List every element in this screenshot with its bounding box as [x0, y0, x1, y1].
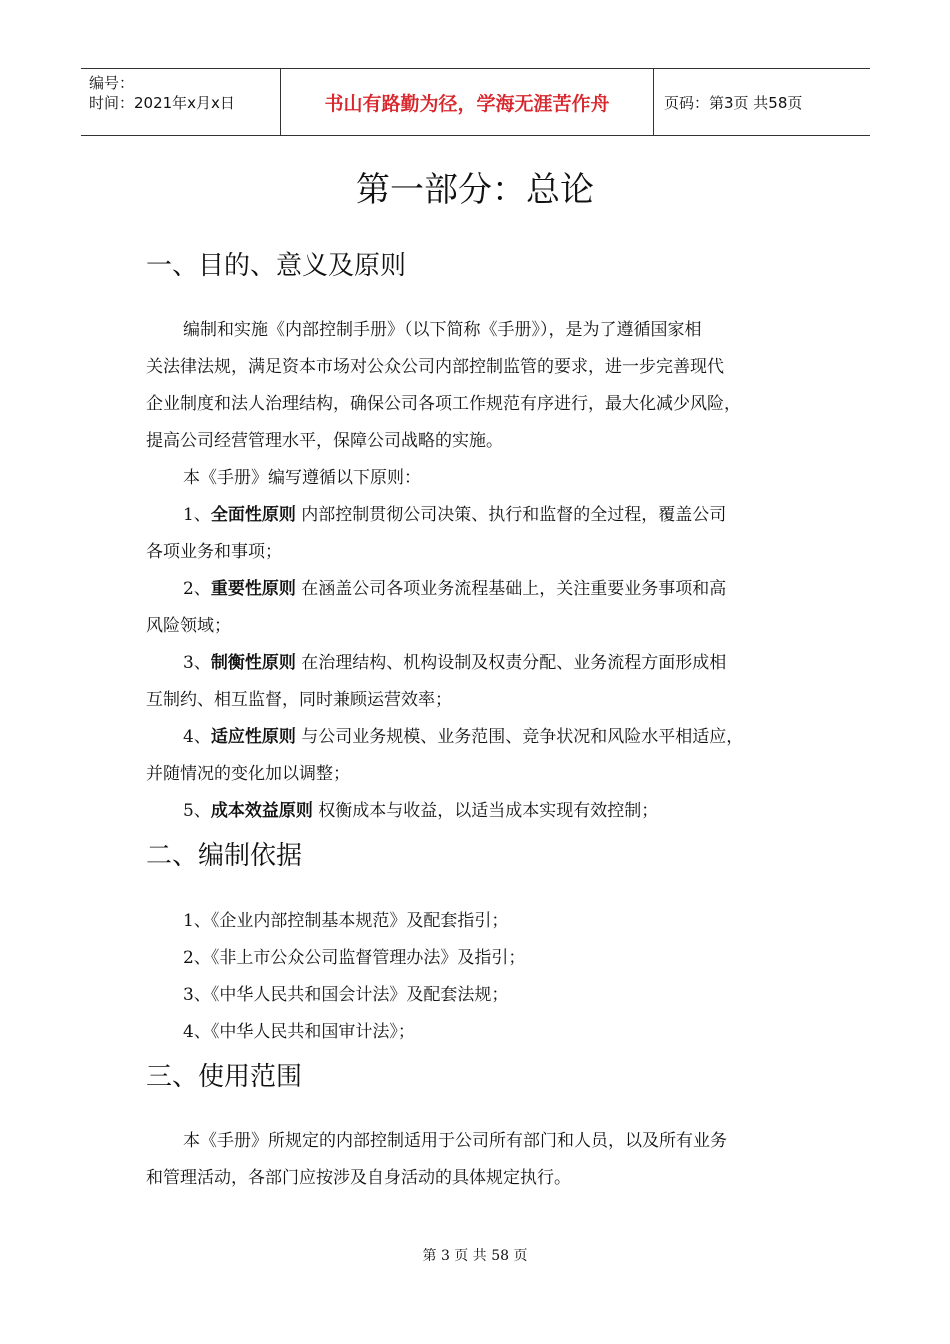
para-line: 提高公司经营管理水平，保障公司战略的实施。 [146, 431, 503, 451]
principle-name: 全面性原则 [210, 505, 296, 525]
section3-heading: 三、使用范围 [146, 1062, 303, 1092]
principle-num: 1、 [183, 505, 211, 525]
page-footer: 第 3 页 共 58 页 [422, 1248, 528, 1264]
scope-line: 和管理活动，各部门应按涉及自身活动的具体规定执行。 [146, 1168, 571, 1188]
principle-name: 重要性原则 [210, 579, 296, 599]
principle-name: 成本效益原则 [210, 801, 313, 821]
principle-num: 2、 [183, 579, 211, 599]
section1-heading: 一、目的、意义及原则 [146, 251, 407, 281]
doc-number-label: 编号： [89, 74, 135, 92]
principle-text-cont: 风险领域； [146, 616, 231, 636]
page-title: 第一部分：总论 [356, 170, 594, 210]
principle-name: 适应性原则 [210, 727, 296, 747]
header-page-label: 页码：第3页 共58页 [664, 93, 803, 112]
para-line: 关法律法规，满足资本市场对公众公司内部控制监管的要求，进一步完善现代 [146, 357, 724, 377]
principle-num: 5、 [183, 801, 211, 821]
principle-text-cont: 并随情况的变化加以调整； [146, 764, 350, 784]
doc-date-label: 时间：2021年x月x日 [89, 94, 235, 112]
principle-num: 4、 [183, 727, 211, 747]
principle-name: 制衡性原则 [210, 653, 296, 673]
principle-text-cont: 互制约、相互监督，同时兼顾运营效率； [146, 690, 452, 710]
header-info-cell [81, 69, 281, 135]
principle-text: 在涵盖公司各项业务流程基础上，关注重要业务事项和高 [295, 579, 727, 599]
section2-heading: 二、编制依据 [146, 841, 303, 871]
principle-num: 3、 [183, 653, 211, 673]
principles-intro: 本《手册》编写遵循以下原则： [183, 468, 421, 488]
basis-item: 3、《中华人民共和国会计法》及配套法规； [183, 985, 509, 1005]
header-motto: 书山有路勤为径，学海无涯苦作舟 [281, 69, 654, 135]
principle-text: 权衡成本与收益，以适当成本实现有效控制； [312, 801, 659, 821]
basis-item: 2、《非上市公众公司监督管理办法》及指引； [183, 948, 526, 968]
principle-text-cont: 各项业务和事项； [146, 542, 282, 562]
principle-text: 在治理结构、机构设制及权责分配、业务流程方面形成相 [295, 653, 727, 673]
basis-item: 4、《中华人民共和国审计法》； [183, 1022, 415, 1042]
principle-text: 与公司业务规模、业务范围、竞争状况和风险水平相适应， [295, 727, 744, 747]
para-line: 编制和实施《内部控制手册》（以下简称《手册》），是为了遵循国家相 [183, 320, 702, 340]
scope-line: 本《手册》所规定的内部控制适用于公司所有部门和人员，以及所有业务 [183, 1131, 727, 1151]
basis-item: 1、《企业内部控制基本规范》及配套指引； [183, 911, 509, 931]
principle-text: 内部控制贯彻公司决策、执行和监督的全过程，覆盖公司 [295, 505, 727, 525]
header-table [81, 68, 870, 136]
para-line: 企业制度和法人治理结构，确保公司各项工作规范有序进行，最大化减少风险， [146, 394, 741, 414]
